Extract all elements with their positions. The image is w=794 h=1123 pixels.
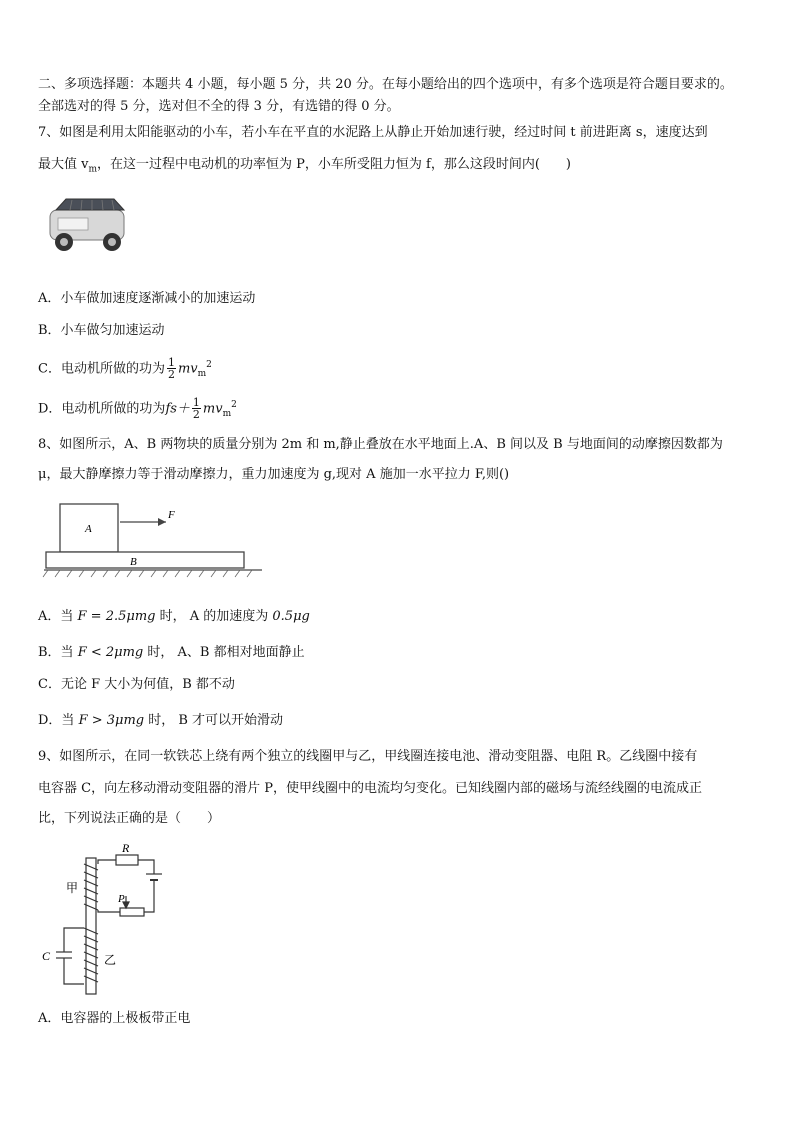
section-instructions-line1: 二、多项选择题：本题共 4 小题，每小题 5 分，共 20 分。在每小题给出的四个选项中，有多个选项是符合题目要求的。: [38, 77, 733, 92]
svg-text:C: C: [42, 949, 51, 963]
svg-text:R: R: [122, 841, 130, 855]
q8-stem-line1: 8、如图所示，A、B 两物块的质量分别为 2m 和 m,静止叠放在水平地面上.A、B 间以及 B 与地面间的动摩擦因数都为: [38, 437, 723, 452]
q7-option-a: A．小车做加速度逐渐减小的加速运动: [38, 291, 256, 306]
q8-option-a: A．当 F = 2.5μmg 时， A 的加速度为 0.5μg: [38, 609, 310, 624]
q7-stem-line2: 最大值 $v_m$，在这一过程中电动机的功率恒为 P，小车所受阻力恒为 f，那么这段时间内( ): [38, 157, 571, 175]
q8-option-d: D．当 F > 3μmg 时， B 才可以开始滑动: [38, 713, 284, 728]
svg-text:F: F: [168, 509, 175, 521]
q9-option-a: A．电容器的上极板带正电: [38, 1011, 191, 1026]
q7-option-d: D．电动机所做的功为fs＋ $\frac{1}{2}$ $mv_m^2$: [38, 396, 237, 422]
svg-text:B: B: [130, 556, 137, 568]
q7-stem-line1: 7、如图是利用太阳能驱动的小车，若小车在平直的水泥路上从静止开始加速行驶，经过时间 t 前进距离 s，速度达到: [38, 125, 708, 140]
svg-text:乙: 乙: [104, 953, 117, 967]
svg-text:P: P: [118, 893, 125, 905]
q8-stem-line2: μ，最大静摩擦力等于滑动摩擦力，重力加速度为 g,现对 A 施加一水平拉力 F,则(): [38, 467, 510, 482]
q8-option-c: C．无论 F 大小为何值，B 都不动: [38, 677, 235, 692]
coil-circuit-diagram: [36, 840, 176, 1000]
blocks-diagram: [40, 494, 266, 580]
solar-car-image: [44, 196, 132, 256]
q9-stem-line2: 电容器 C，向左移动滑动变阻器的滑片 P，使甲线圈中的电流均匀变化。已知线圈内部的磁场与流经线圈的电流成正: [38, 781, 702, 796]
q8-option-b: B．当 F < 2μmg 时， A、B 都相对地面静止: [38, 645, 305, 660]
fraction-half: $\frac{1}{2}$: [167, 356, 175, 382]
fraction-half: $\frac{1}{2}$: [192, 396, 200, 422]
q7-option-c: C．电动机所做的功为 $\frac{1}{2}$ $mv_m^2$: [38, 356, 212, 382]
q9-stem-line1: 9、如图所示，在同一软铁芯上绕有两个独立的线圈甲与乙，甲线圈连接电池、滑动变阻器、电阻 R。乙线圈中接有: [38, 749, 698, 764]
q9-stem-line3: 比，下列说法正确的是（ ）: [38, 811, 221, 826]
svg-text:甲: 甲: [66, 881, 79, 895]
svg-text:A: A: [85, 523, 92, 535]
section-instructions-line2: 全部选对的得 5 分，选对但不全的得 3 分，有选错的得 0 分。: [38, 99, 400, 114]
q7-option-b: B．小车做匀加速运动: [38, 323, 165, 338]
